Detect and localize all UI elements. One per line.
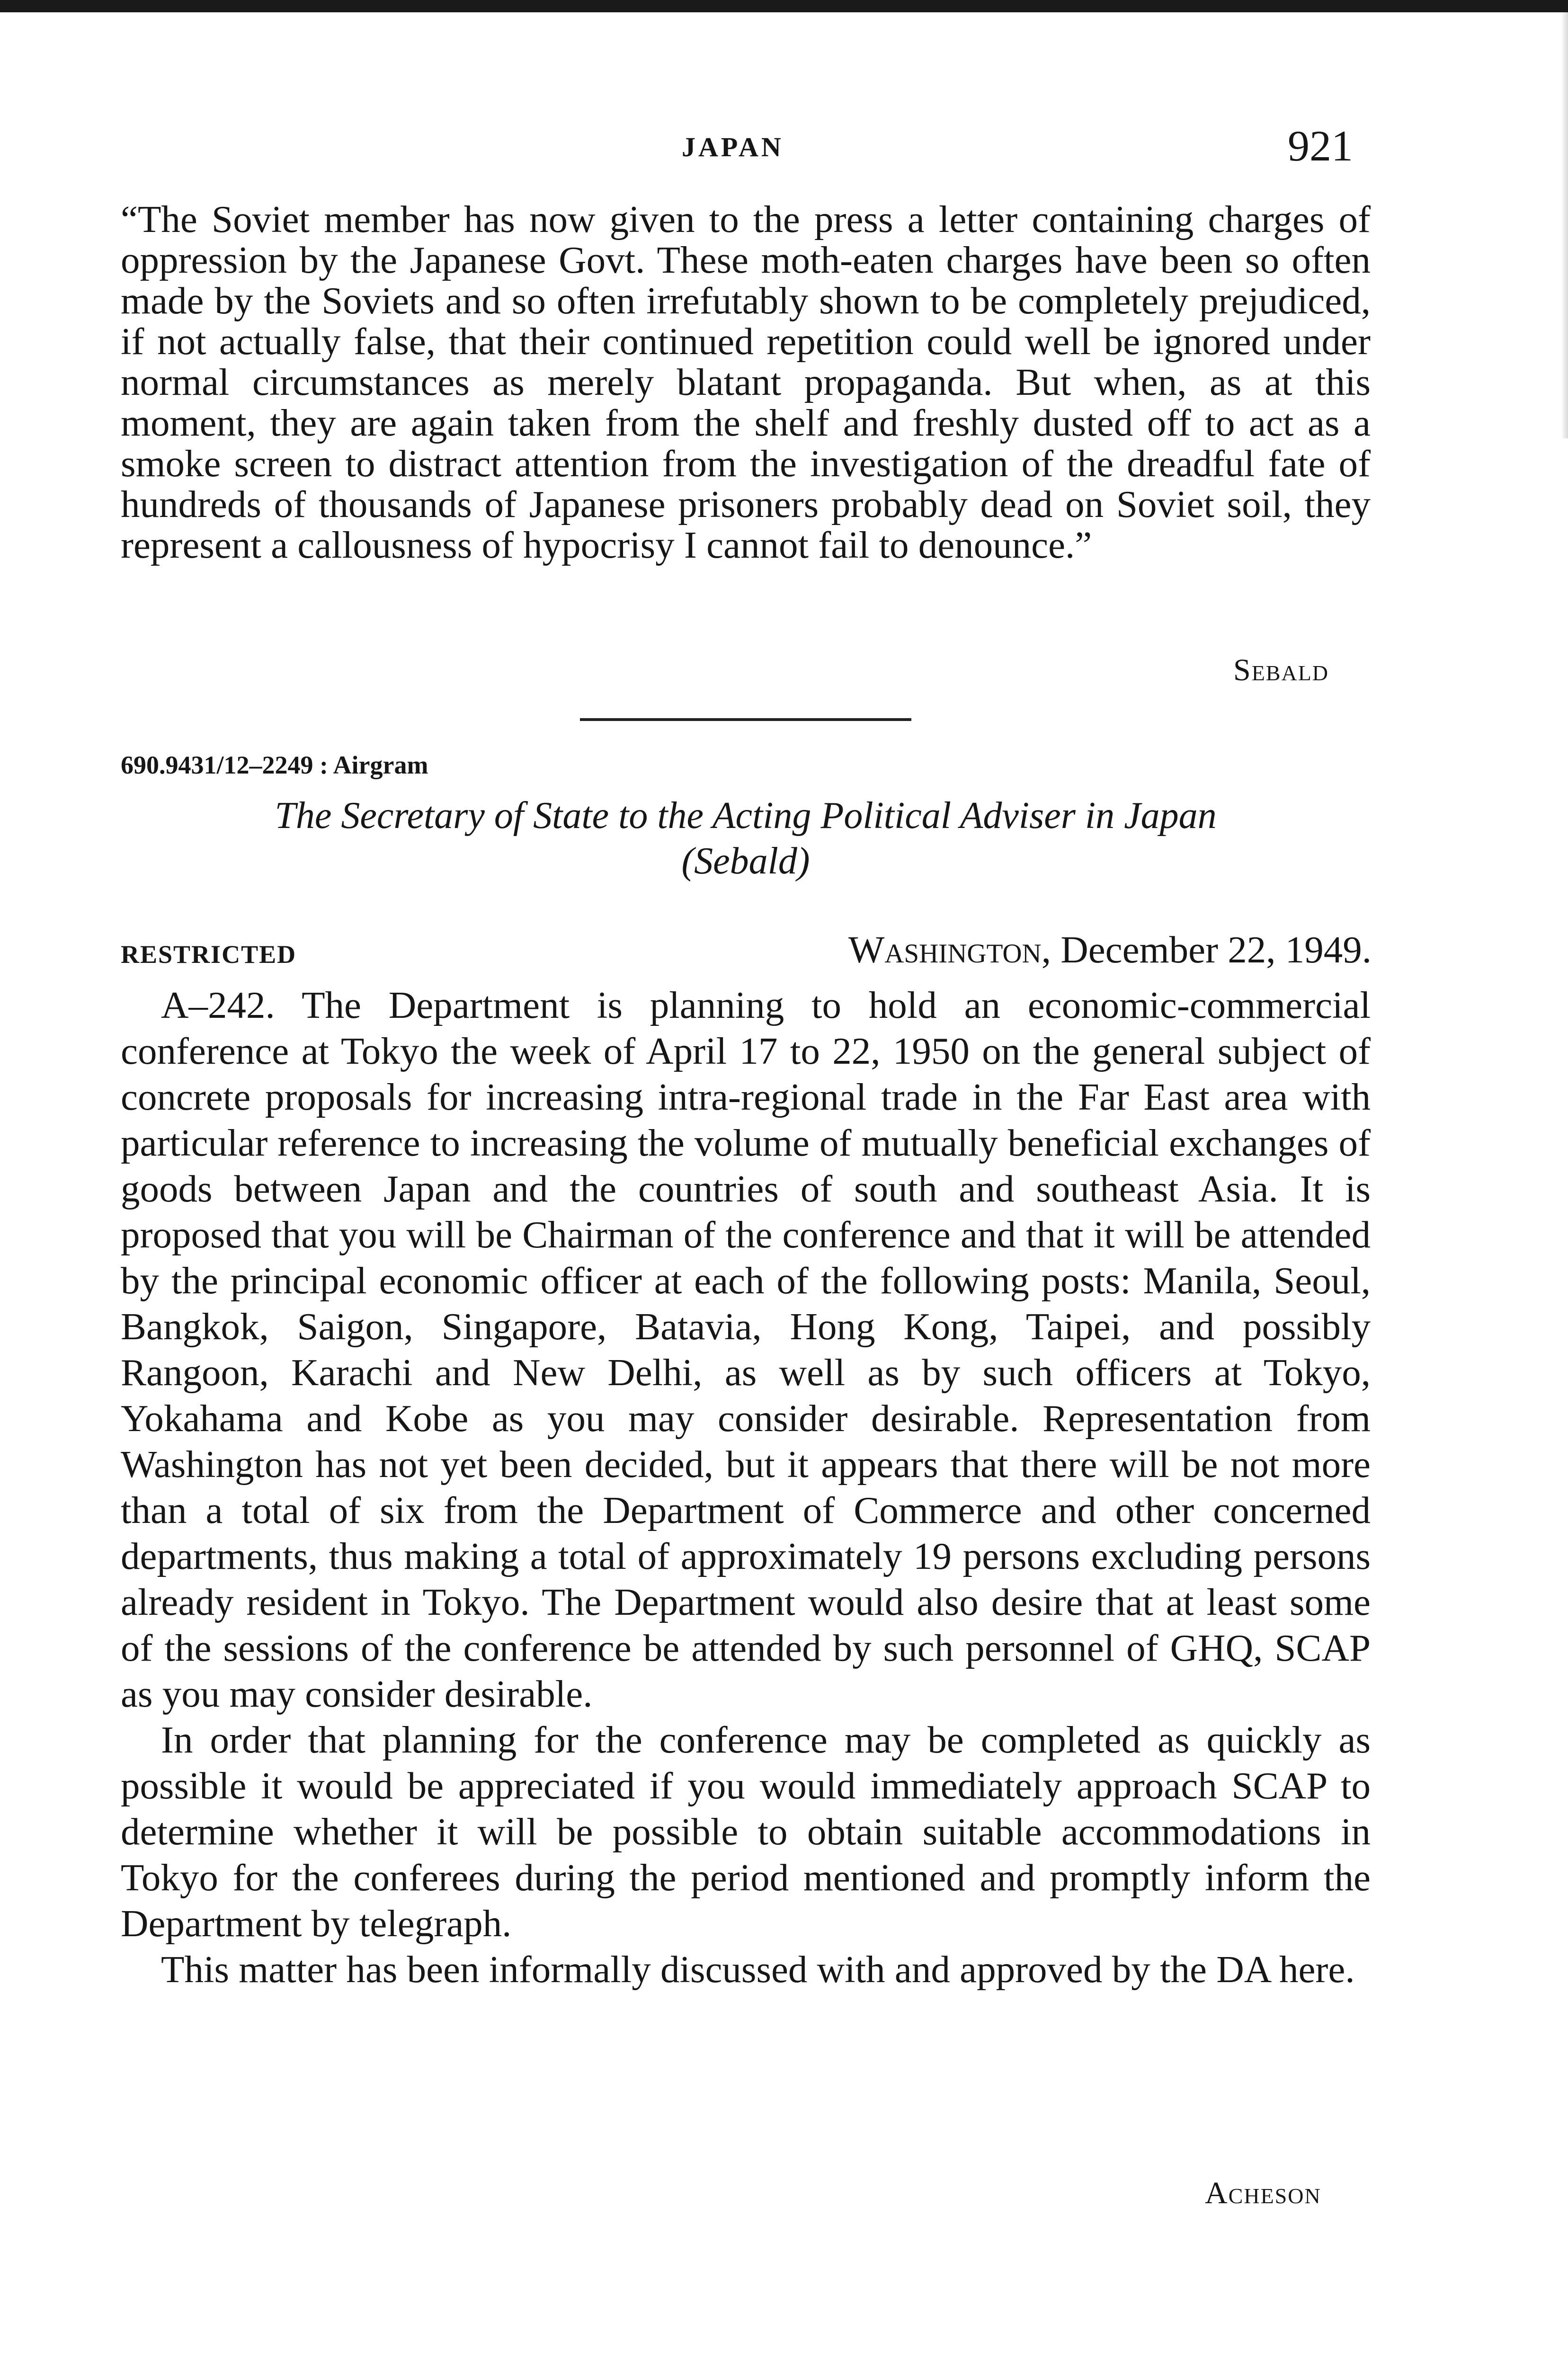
document-title-line-1: The Secretary of State to the Acting Political Adviser in Japan <box>275 795 1217 836</box>
running-title: JAPAN <box>682 132 784 162</box>
dateline-place: Washington <box>848 928 1042 971</box>
body-paragraph-1: A–242. The Department is planning to hold an economic-commercial conference at Tokyo the week of April 17 to 22, 1950 on the general subject of concrete proposals for increasing intra-regional trade in the Far East area with particular reference to increasing the volume of mutually beneficial exchanges of goods between Japan and the countries of south and southeast Asia. It is proposed that you will be Chairman of the conference and that it will be attended by the principal economic officer at each of the following posts: Manila, Seoul, Bangkok, Saigon, Singapore, Batavia, Hong Kong, Taipei, and possibly Rangoon, Karachi and New Delhi, as well as by such officers at Tokyo, Yokahama and Kobe as you may consider desirable. Representation from Washington has not yet been decided, but it appears that there will be not more than a total of six from the Department of Commerce and other concerned departments, thus making a total of approximately 19 persons excluding persons already resident in Tokyo. The Department would also desire that at least some of the sessions of the conference be attended by such personnel of GHQ, SCAP as you may consider desirable. <box>121 984 1371 1715</box>
page-right-edge <box>1561 12 1568 438</box>
body-paragraphs <box>121 982 1371 1993</box>
section-divider <box>580 718 911 721</box>
quoted-telegram-text: “The Soviet member has now given to the press a letter containing charges of oppression by the Japanese Govt. These moth-eaten charges have been so often made by the Soviets and so often irrefutably shown to be completely prejudiced, if not actually false, that their continued repetition could well be ignored under normal circumstances as merely blatant propaganda. But when, as at this moment, they are again taken from the shelf and freshly dusted off to act as a smoke screen to distract attention from the investigation of the dreadful fate of hundreds of thousands of Japanese prisoners probably dead on Soviet soil, they represent a callousness of hypocrisy I cannot fail to denounce.” <box>121 198 1371 566</box>
file-reference: 690.9431/12–2249 : Airgram <box>121 751 428 779</box>
signature-sebald: Sebald <box>1233 653 1329 687</box>
running-head <box>0 121 1568 173</box>
dateline-date: , December 22, 1949. <box>1041 928 1372 971</box>
body-paragraph-2: In order that planning for the conference may be completed as quickly as possible it would be appreciated if you would immediately approach SCAP to determine whether it will be possible to obtain suitable accommodations in Tokyo for the conferees during the period mentioned and promptly inform the Department by telegraph. <box>121 1718 1371 1945</box>
document-title-line-2: (Sebald) <box>681 840 810 882</box>
dateline <box>848 928 1372 972</box>
document-title <box>121 793 1371 884</box>
body-paragraph-3: This matter has been informally discussed with and approved by the DA here. <box>161 1948 1355 1991</box>
page-top-edge <box>0 0 1568 12</box>
page-number: 921 <box>1288 122 1353 170</box>
signature-acheson: Acheson <box>1205 2176 1321 2210</box>
classification-label: RESTRICTED <box>121 940 297 969</box>
